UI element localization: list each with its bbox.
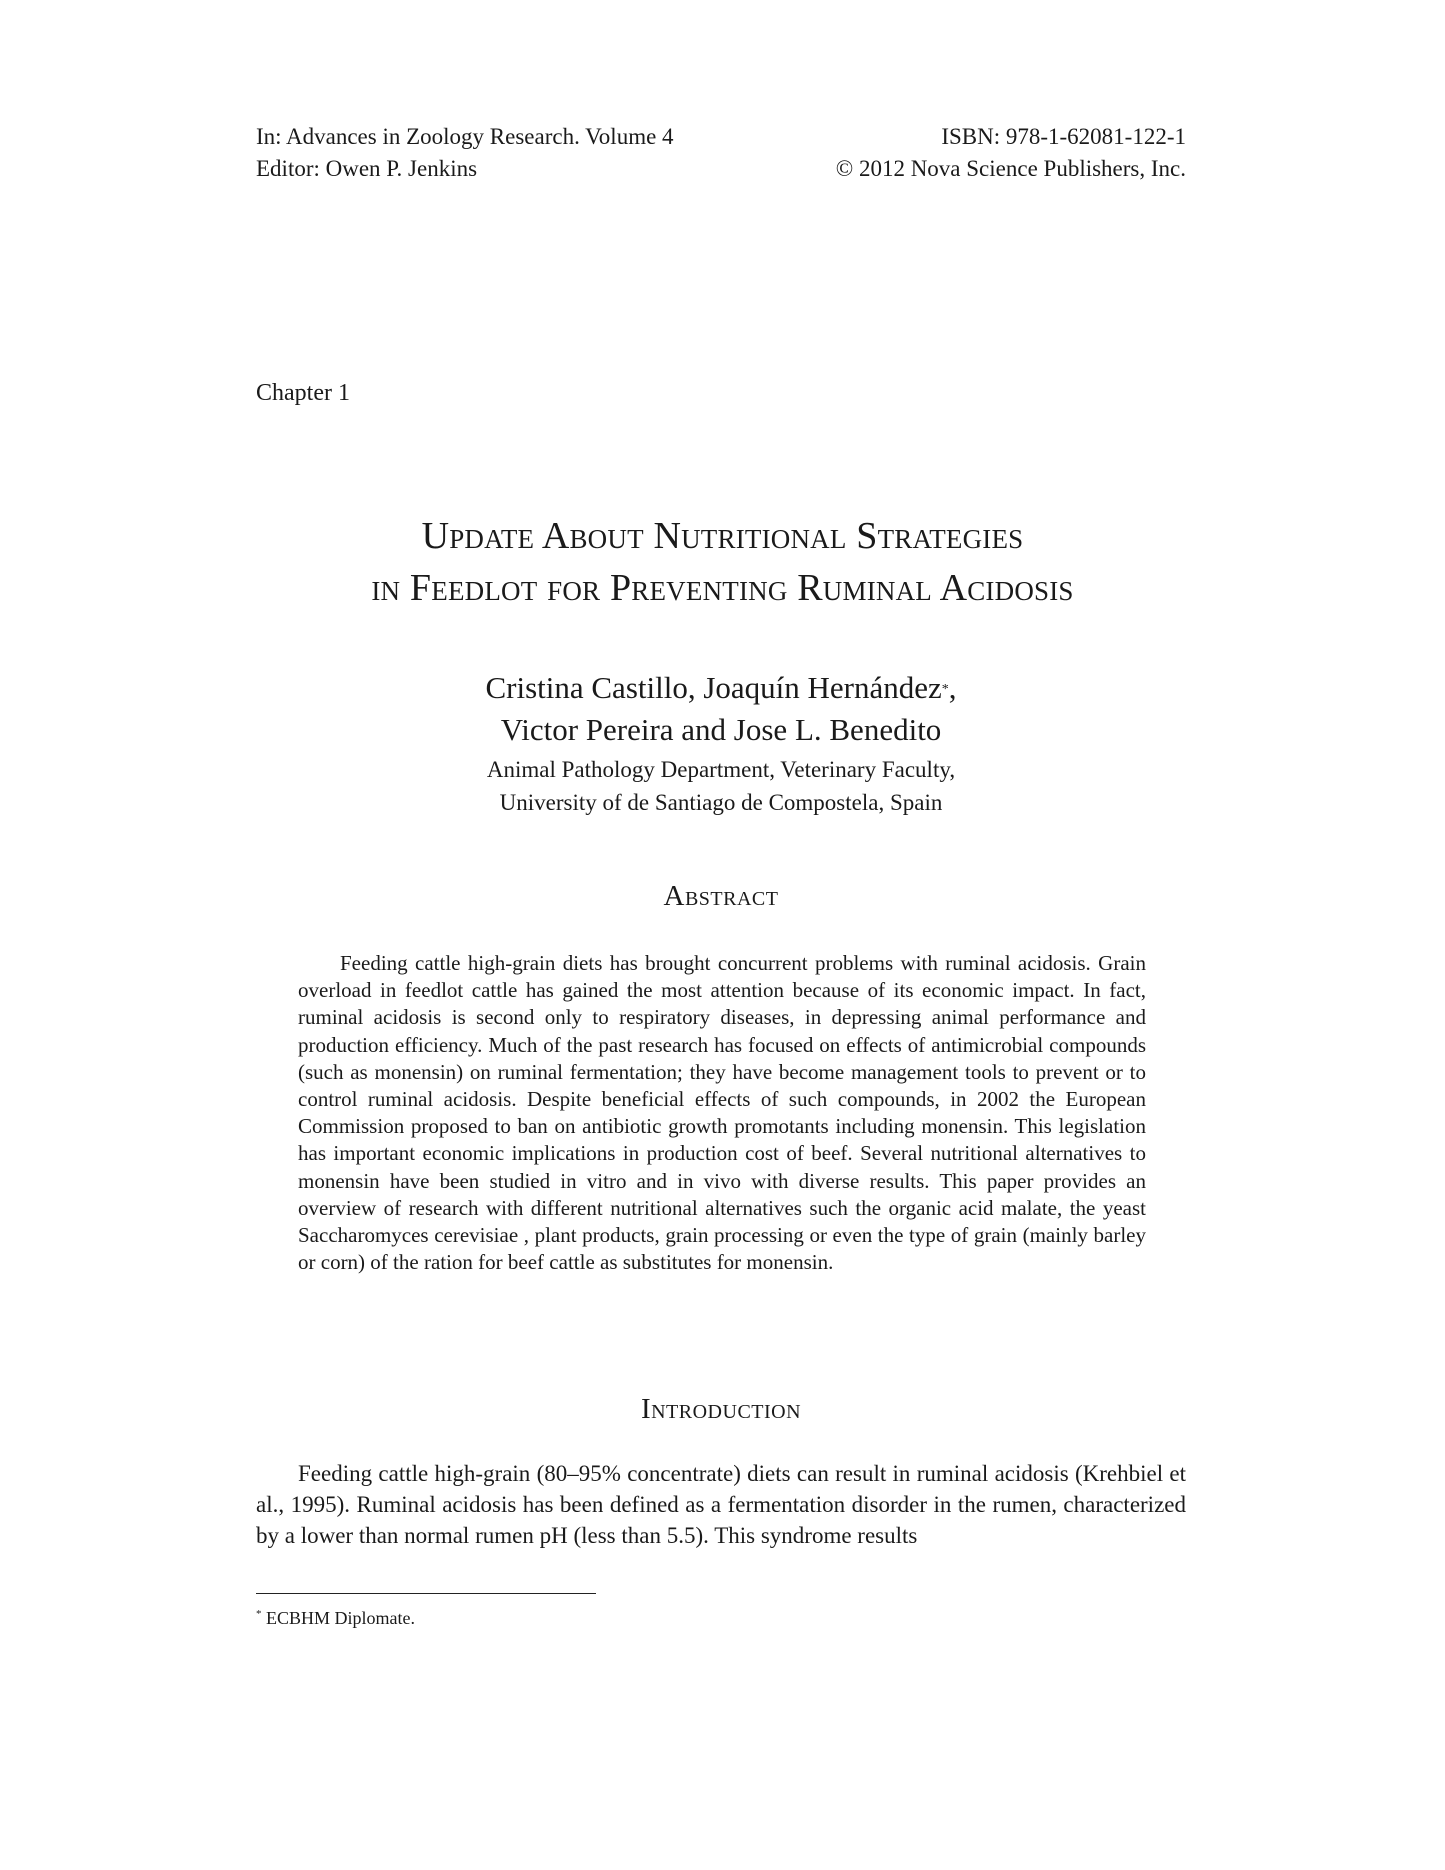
authors-line-1 — [256, 667, 1186, 709]
introduction-text: Feeding cattle high-grain (80–95% concentrate) diets can result in ruminal acidosis (Krehbiel et al., 1995). Ruminal acidosis has been defined as a fermentation disorder in the rumen, characterized by a lower than normal rumen pH (less than 5.5). This syndrome results — [256, 1461, 1186, 1548]
introduction-heading: Introduction — [640, 1393, 802, 1425]
abstract-text: Feeding cattle high-grain diets has brought concurrent problems with ruminal acidosis. Grain overload in feedlot cattle has gained the most attention because of its economic impact. In fact, ruminal acidosis is second only to respiratory diseases, in depressing animal performance and production efficiency. Much of the past research has focused on effects of antimicrobial compounds (such as monensin) on ruminal fermentation; they have become management tools to prevent or to control ruminal acidosis. Despite beneficial effects of such compounds, in 2002 the European Commission proposed to ban on antibiotic growth promotants including monensin. This legislation has important economic implications in production cost of beef. Several nutritional alternatives to monensin have been studied in vitro and in vivo with diverse results. This paper provides an overview of research with different nutritional alternatives such the organic acid malate, the yeast Saccharomyces cerevisiae , plant products, grain processing or even the type of grain (mainly barley or corn) of the ration for beef cattle as substitutes for monensin. — [298, 951, 1146, 1275]
footnote — [256, 1608, 415, 1629]
authors-line-2: Victor Pereira and Jose L. Benedito — [500, 712, 942, 747]
authors-line-1-comma: , — [948, 670, 957, 705]
chapter-label: Chapter 1 — [256, 380, 350, 406]
isbn-line: ISBN: 978-1-62081-122-1 — [941, 124, 1186, 149]
footnote-divider — [256, 1593, 596, 1594]
footnote-marker: * — [256, 1608, 262, 1620]
corresponding-author-marker: * — [941, 682, 949, 697]
title-line-1: Update About Nutritional Strategies — [421, 515, 1024, 557]
footnote-text: ECBHM Diplomate. — [261, 1608, 415, 1628]
title-line-2: in Feedlot for Preventing Ruminal Acidosis — [371, 567, 1074, 609]
affiliation — [256, 753, 1186, 819]
copyright-line: © 2012 Nova Science Publishers, Inc. — [835, 156, 1186, 181]
series-volume-line: In: Advances in Zoology Research. Volume 4 — [256, 124, 674, 149]
author-list — [256, 667, 1186, 751]
affiliation-line-1: Animal Pathology Department, Veterinary Faculty, — [486, 757, 956, 782]
publication-header — [256, 121, 1186, 185]
authors-line-1-names: Cristina Castillo, Joaquín Hernández — [485, 670, 942, 705]
editor-line: Editor: Owen P. Jenkins — [256, 156, 478, 181]
affiliation-line-2: University of de Santiago de Compostela, Spain — [499, 790, 943, 815]
abstract-heading: Abstract — [663, 880, 779, 912]
chapter-title — [200, 510, 1245, 614]
